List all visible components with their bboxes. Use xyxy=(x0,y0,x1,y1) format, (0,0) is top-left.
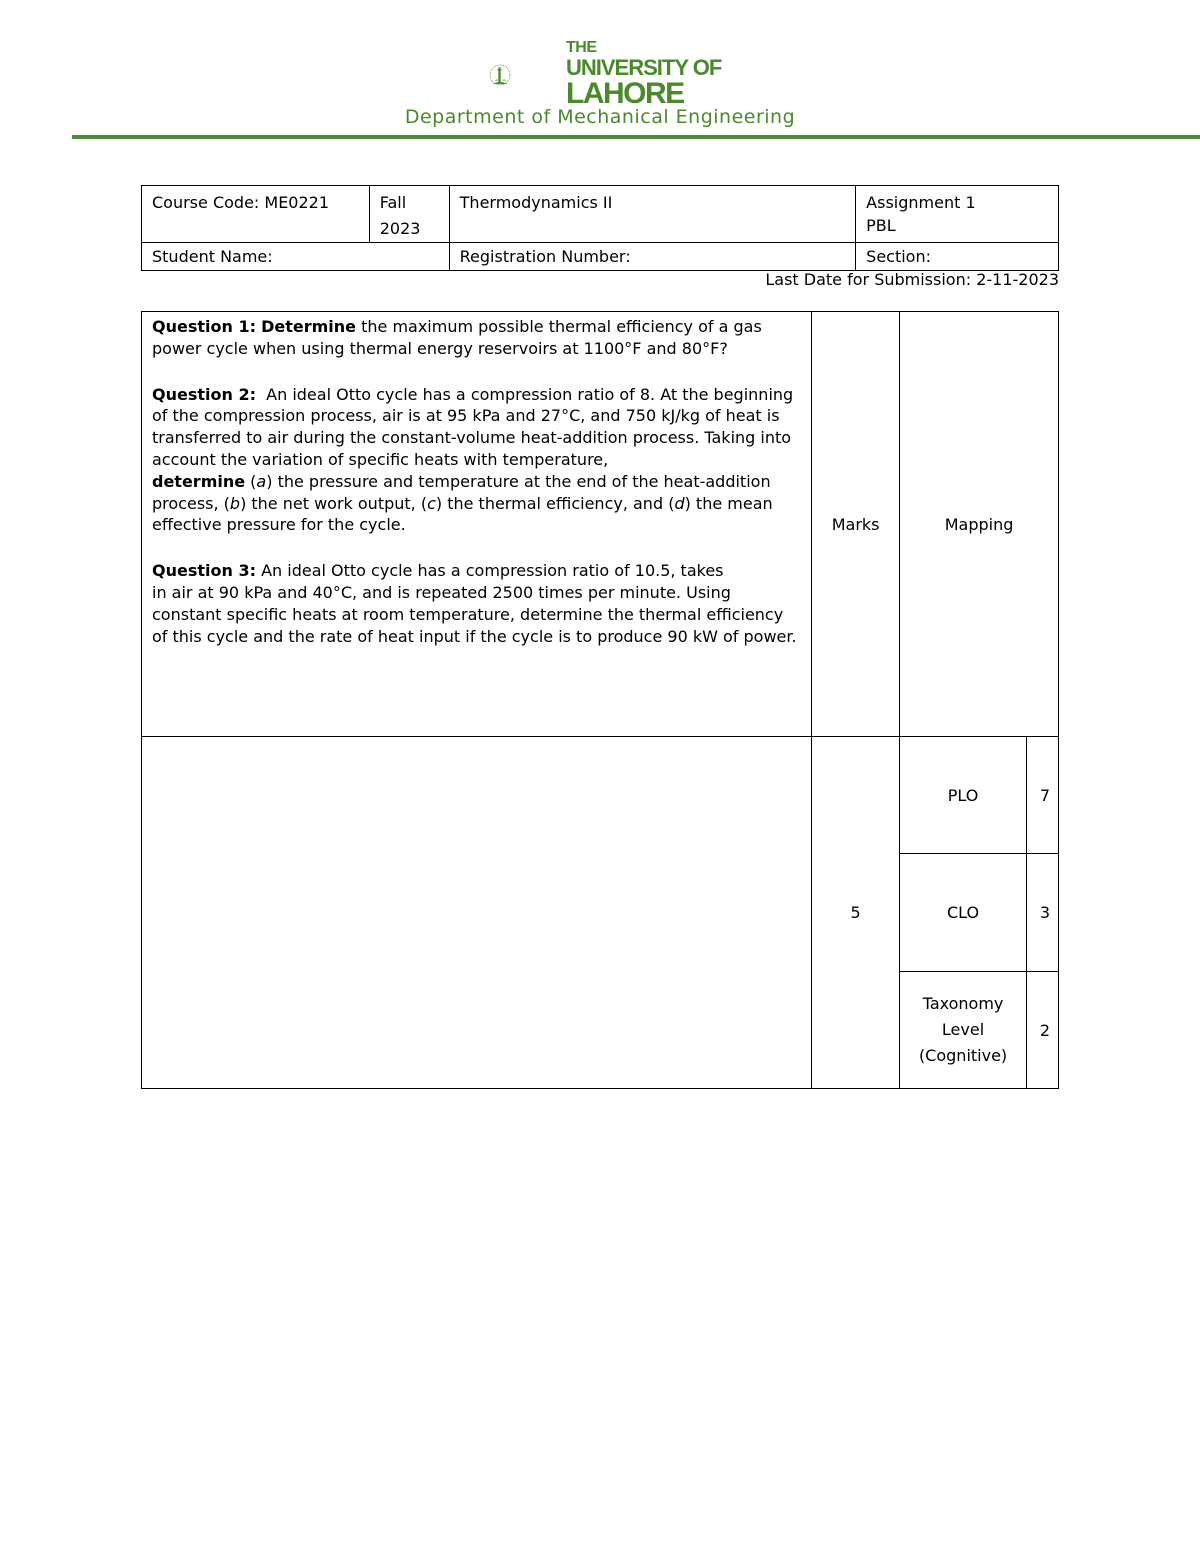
clo-label: CLO xyxy=(946,903,980,922)
submission-deadline: Last Date for Submission: 2-11-2023 xyxy=(765,270,1059,289)
plo-label: PLO xyxy=(947,785,979,805)
question-3-text-1: An ideal Otto cycle has a compression ratio of 10.5, takes xyxy=(261,561,724,581)
question-3-text-2: in air at 90 kPa and 40°C, and is repeated 2500 times per minute. Using constant specific heats at room temperature, determine the thermal efficiency of this cycle and the rate of heat input if the cycle is to produce 90 kW of power. xyxy=(152,582,797,646)
questions-table xyxy=(141,311,1059,1089)
clo-value-cell xyxy=(1027,854,1059,972)
question-2-part-a: a xyxy=(256,471,267,491)
taxonomy-value: 2 xyxy=(1039,1020,1050,1040)
taxonomy-line-1: Taxonomy xyxy=(922,994,1004,1013)
question-2-verb: determine xyxy=(152,471,246,491)
semester-term: Fall xyxy=(379,193,407,212)
university-logo-icon xyxy=(488,40,568,112)
question-2-text-a: the pressure and temperature at the end of the heat-addition process, xyxy=(152,471,771,513)
semester-cell xyxy=(369,186,449,243)
course-title-cell xyxy=(449,186,856,243)
question-2-text-d: the mean effective pressure for the cycle. xyxy=(152,493,773,535)
department-title: Department of Mechanical Engineering xyxy=(404,106,796,128)
student-name-label: Student Name: xyxy=(152,247,273,266)
section-label: Section: xyxy=(866,247,931,266)
question-2-text: An ideal Otto cycle has a compression ratio of 8. At the beginning of the compression process, air is at 95 kPa and 27°C, and 750 kJ/kg of heat is transferred to air during the constant-volume heat-addition process. Taking into account the variation of specific heats with temperature, xyxy=(152,384,794,469)
clo-value: 3 xyxy=(1039,903,1050,922)
mapping-header: Mapping xyxy=(944,514,1014,534)
plo-value: 7 xyxy=(1039,785,1050,805)
clo-label-cell xyxy=(900,854,1027,972)
question-2-text-c: the thermal efficiency, and xyxy=(447,493,664,513)
question-2: Question 2: An ideal Otto cycle has a compression ratio of 8. At the beginning of the compression process, air is at 95 kPa and 27°C, and 750 kJ/kg of heat is transferred to air during the constant-volume heat-addition process. Taking into account the variation of specific heats with temperature, determine (a) the pressure and temperature at the end of the heat-addition process, (b) the net work output, (c) the thermal efficiency, and (d) the mean effective pressure for the cycle. xyxy=(152,384,794,535)
student-name-cell xyxy=(142,243,450,271)
course-title: Thermodynamics II xyxy=(459,193,613,212)
marks-value-cell xyxy=(812,737,900,1089)
taxonomy-label-cell xyxy=(900,972,1027,1089)
plo-value-cell xyxy=(1027,737,1059,854)
plo-label-cell xyxy=(900,737,1027,854)
question-2-part-c: c xyxy=(427,493,436,513)
question-1-text: the maximum possible thermal efficiency of a gas power cycle when using thermal energy reservoirs at 1100°F and 80°F? xyxy=(152,317,762,358)
question-2-part-d: d xyxy=(674,493,685,513)
taxonomy-value-cell xyxy=(1027,972,1059,1089)
registration-label: Registration Number: xyxy=(459,247,631,266)
section-cell xyxy=(856,243,1059,271)
marks-header-cell xyxy=(812,312,900,737)
course-code: Course Code: ME0221 xyxy=(152,193,330,212)
university-the: THE xyxy=(566,39,597,56)
header-divider xyxy=(72,135,1200,139)
question-2-label: Question 2: xyxy=(152,384,256,404)
university-city: LAHORE xyxy=(566,77,684,110)
marks-value: 5 xyxy=(850,903,861,922)
assignment-cell xyxy=(856,186,1059,243)
course-info-table xyxy=(141,185,1059,271)
course-code-cell xyxy=(142,186,370,243)
marks-header: Marks xyxy=(831,514,880,534)
taxonomy-line-3: (Cognitive) xyxy=(918,1046,1008,1065)
mapping-header-cell xyxy=(900,312,1059,737)
questions-cell xyxy=(142,312,812,737)
taxonomy-line-2: Level xyxy=(941,1020,985,1039)
semester-year: 2023 xyxy=(379,219,421,238)
answer-area xyxy=(142,737,812,1089)
question-3 xyxy=(152,560,801,647)
question-1 xyxy=(152,316,801,360)
assignment-number: Assignment 1 xyxy=(866,193,976,212)
university-wordmark xyxy=(566,40,721,109)
question-2-text-b: the net work output, xyxy=(251,493,416,513)
question-1-verb: Determine xyxy=(261,317,356,336)
question-3-label: Question 3: xyxy=(152,561,256,581)
question-2-part-b: b xyxy=(229,493,241,513)
question-1-label: Question 1: xyxy=(152,317,256,336)
registration-cell xyxy=(449,243,856,271)
university-name: UNIVERSITY OF xyxy=(566,55,722,80)
assignment-type: PBL xyxy=(866,216,896,235)
